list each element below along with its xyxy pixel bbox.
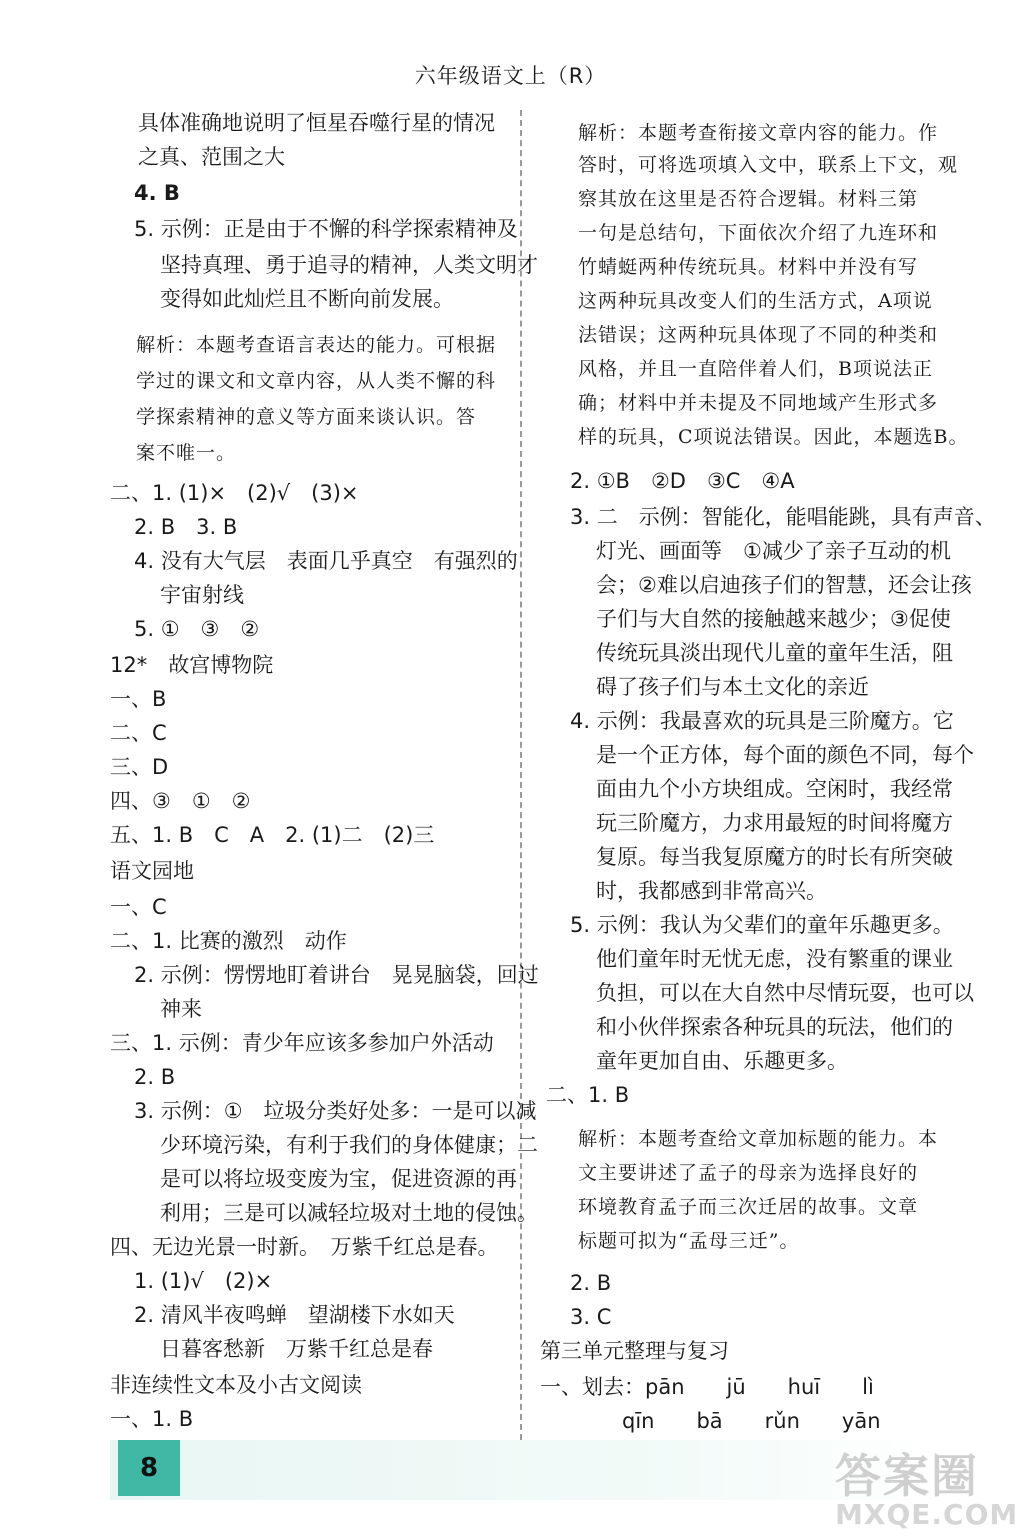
answer-line: 2. 示例：愣愣地盯着讲台 晃晃脑袋，回过 xyxy=(134,963,539,987)
section-title: 第三单元整理与复习 xyxy=(540,1339,729,1363)
answer-line: 二、1. B xyxy=(546,1083,630,1107)
page-number: 8 xyxy=(118,1440,180,1496)
answer-line: 会；②难以启迪孩子们的智慧，还会让孩 xyxy=(596,573,972,597)
answer-line: 5. 示例：我认为父辈们的童年乐趣更多。 xyxy=(570,913,954,937)
explanation-line: 环境教育孟子而三次迁居的故事。文章 xyxy=(578,1196,919,1218)
section-title: 12* 故宫博物院 xyxy=(110,653,274,677)
answer-line: 利用；三是可以减轻垃圾对土地的侵蚀。 xyxy=(160,1201,538,1225)
explanation-line: 竹蜻蜓两种传统玩具。材料中并没有写 xyxy=(578,256,919,278)
answer-line: 神来 xyxy=(160,997,202,1021)
answer-line: 一、C xyxy=(110,895,167,919)
answer-line: 和小伙伴探索各种玩具的玩法，他们的 xyxy=(596,1015,953,1039)
watermark xyxy=(835,1440,1019,1536)
answer-line: 四、无边光景一时新。 万紫千红总是春。 xyxy=(110,1235,499,1259)
answer-line: 复原。每当我复原魔方的时长有所突破 xyxy=(596,845,953,869)
explanation-line: 标题可拟为“孟母三迁”。 xyxy=(578,1230,800,1252)
answer-line: 是一个正方体，每个面的颜色不同，每个 xyxy=(596,743,974,767)
answer-line: 五、1. B C A 2. (1)二 (2)三 xyxy=(110,823,435,847)
explanation-line: 案不唯一。 xyxy=(136,442,237,464)
answer-line: 5. 示例：正是由于不懈的科学探索精神及 xyxy=(134,217,518,241)
explanation-line: 法错误；这两种玩具体现了不同的种类和 xyxy=(578,324,939,346)
answer-line: 传统玩具淡出现代儿童的童年生活，阻 xyxy=(596,641,953,665)
explanation-line: 学过的课文和文章内容，从人类不懈的科 xyxy=(136,370,497,392)
explanation-line: 文主要讲述了孟子的母亲为选择良好的 xyxy=(578,1162,919,1184)
explanation-line: 学探索精神的意义等方面来谈认识。答 xyxy=(136,406,477,428)
answer-line: 时，我都感到非常高兴。 xyxy=(596,879,827,903)
answer-line: 2. B xyxy=(570,1271,612,1295)
answer-line: 是可以将垃圾变废为宝，促进资源的再 xyxy=(160,1167,517,1191)
answer-line: 一、1. B xyxy=(110,1407,194,1431)
explanation-line: 答时，可将选项填入文中，联系上下文，观 xyxy=(578,154,959,176)
watermark-url: MXQE.COM xyxy=(835,1498,1019,1531)
section-title: 语文园地 xyxy=(110,859,194,883)
explanation-line: 解析：本题考查语言表达的能力。可根据 xyxy=(136,334,497,356)
answer-line: 二、1. (1)× (2)√ (3)× xyxy=(110,481,359,505)
answer-line: 日暮客愁新 万紫千红总是春 xyxy=(160,1337,433,1361)
explanation-line: 风格，并且一直陪伴着人们，B项说法正 xyxy=(578,358,933,380)
answer-line: 坚持真理、勇于追寻的精神，人类文明才 xyxy=(160,253,538,277)
answer-line: 变得如此灿烂且不断向前发展。 xyxy=(160,287,454,311)
answer-line: 面由九个小方块组成。空闲时，我经常 xyxy=(596,777,953,801)
answer-line: 3. C xyxy=(570,1305,612,1329)
answer-line: 2. ①B ②D ③C ④A xyxy=(570,469,795,493)
answer-line: 少环境污染，有利于我们的身体健康；二 xyxy=(160,1133,538,1157)
footer-band xyxy=(110,1440,940,1500)
answer-line: 4. 示例：我最喜欢的玩具是三阶魔方。它 xyxy=(570,709,954,733)
answer-line: 碍了孩子们与本土文化的亲近 xyxy=(596,675,869,699)
answer-line: 1. (1)√ (2)× xyxy=(134,1269,273,1293)
answer-line: 3. 示例：① 垃圾分类好处多：一是可以减 xyxy=(134,1099,537,1123)
answer-line: 2. B xyxy=(134,1065,176,1089)
section-title: 非连续性文本及小古文阅读 xyxy=(110,1373,362,1397)
answer-line: 四、③ ① ② xyxy=(110,789,251,813)
answer-line: 4. B xyxy=(134,181,180,205)
answer-line: 负担，可以在大自然中尽情玩耍，也可以 xyxy=(596,981,974,1005)
answer-line: 子们与大自然的接触越来越少；③促使 xyxy=(596,607,951,631)
answer-line: 一、B xyxy=(110,687,167,711)
answer-line: 具体准确地说明了恒星吞噬行星的情况 xyxy=(138,111,495,135)
explanation-line: 这两种玩具改变人们的生活方式，A项说 xyxy=(578,290,933,312)
explanation-line: 确；材料中并未提及不同地域产生形式多 xyxy=(578,392,939,414)
page-header: 六年级语文上（R） xyxy=(414,64,607,88)
explanation-line: 解析：本题考查衔接文章内容的能力。作 xyxy=(578,122,939,144)
answer-line: 4. 没有大气层 表面几乎真空 有强烈的 xyxy=(134,549,518,573)
answer-line: 三、1. 示例：青少年应该多参加户外活动 xyxy=(110,1031,494,1055)
answer-line: qīn bā rǔn yān xyxy=(622,1409,881,1433)
answer-line: 3. 二 示例：智能化，能唱能跳，具有声音、 xyxy=(570,505,996,529)
answer-line: 一、划去：pān jū huī lì xyxy=(540,1375,874,1399)
explanation-line: 样的玩具，C项说法错误。因此，本题选B。 xyxy=(578,426,969,448)
answer-line: 他们童年时无忧无虑，没有繁重的课业 xyxy=(596,947,953,971)
explanation-line: 察其放在这里是否符合逻辑。材料三第 xyxy=(578,188,919,210)
answer-line: 宇宙射线 xyxy=(160,583,244,607)
answer-line: 三、D xyxy=(110,755,169,779)
explanation-line: 一句是总结句，下面依次介绍了九连环和 xyxy=(578,222,939,244)
answer-line: 5. ① ③ ② xyxy=(134,617,260,641)
explanation-line: 解析：本题考查给文章加标题的能力。本 xyxy=(578,1128,939,1150)
answer-line: 2. 清风半夜鸣蝉 望湖楼下水如天 xyxy=(134,1303,455,1327)
answer-line: 二、C xyxy=(110,721,167,745)
answer-line: 之真、范围之大 xyxy=(138,145,285,169)
column-divider xyxy=(520,110,522,1440)
answer-line: 玩三阶魔方，力求用最短的时间将魔方 xyxy=(596,811,953,835)
watermark-logo: 答案圈 xyxy=(835,1449,979,1503)
answer-line: 二、1. 比赛的激烈 动作 xyxy=(110,929,347,953)
answer-line: 灯光、画面等 ①减少了亲子互动的机 xyxy=(596,539,951,563)
answer-line: 2. B 3. B xyxy=(134,515,238,539)
answer-line: 童年更加自由、乐趣更多。 xyxy=(596,1049,848,1073)
